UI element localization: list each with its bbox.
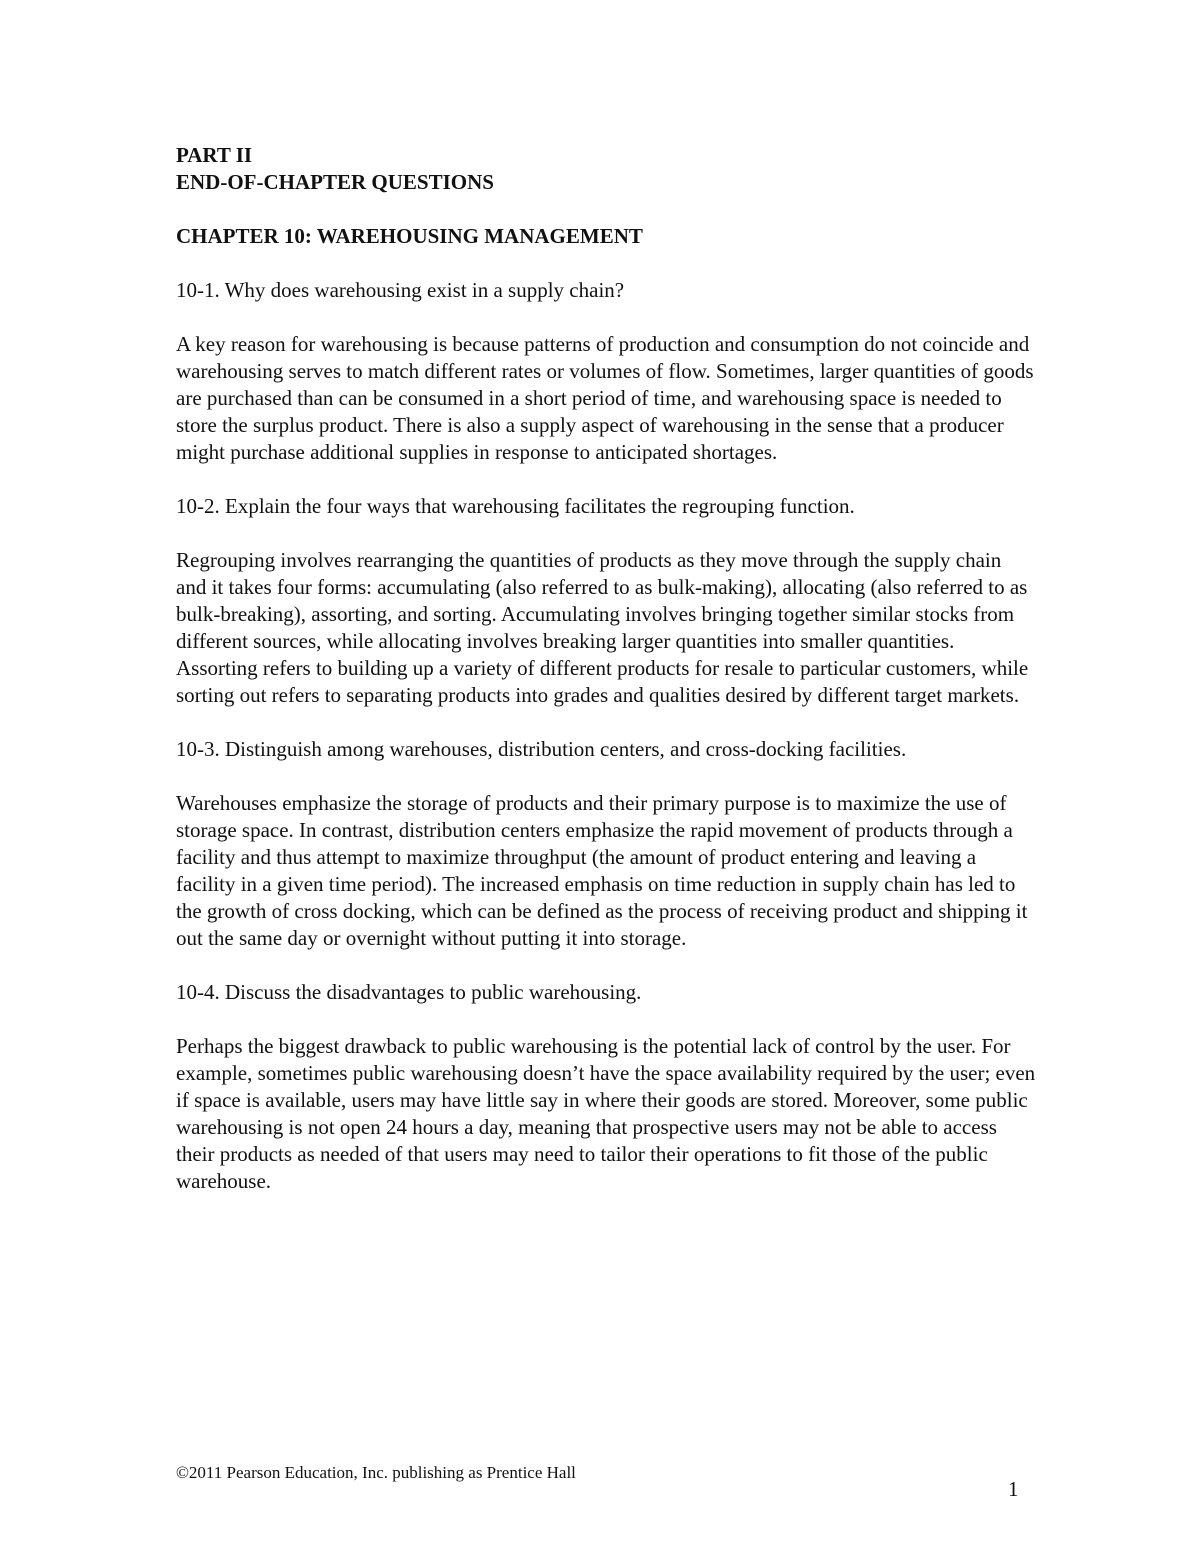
answer-10-2: Regrouping involves rearranging the quantities of products as they move through the supply chain and it takes four forms: accumulating (also referred to as bulk-making), allocating (also referred to as bulk-breaking), assorting, and sorting. Accumulating involves bringing together similar stocks from different sources, while allocating involves breaking larger quantities into smaller quantities. Assorting refers to building up a variety of different products for resale to particular customers, while sorting out refers to separating products into grades and qualities desired by different target markets.	[176, 548, 1029, 707]
answer-10-4: Perhaps the biggest drawback to public warehousing is the potential lack of control by the user. For example, sometimes public warehousing doesn’t have the space availability required by the user; even if space is available, users may have little say in where their goods are stored. Moreover, some public warehousing is not open 24 hours a day, meaning that prospective users may not be able to access their products as needed of that users may need to tailor their operations to fit those of the public warehouse.	[176, 1034, 1036, 1193]
question-10-4: 10-4. Discuss the disadvantages to public warehousing.	[176, 980, 642, 1004]
chapter-heading: CHAPTER 10: WAREHOUSING MANAGEMENT	[176, 224, 643, 248]
question-10-1: 10-1. Why does warehousing exist in a supply chain?	[176, 278, 625, 302]
part-heading: PART II	[176, 143, 253, 167]
page-content	[176, 142, 1036, 1195]
page-number: 1	[1008, 1477, 1019, 1501]
question-10-3: 10-3. Distinguish among warehouses, distribution centers, and cross-docking facilities.	[176, 737, 907, 761]
question-10-2: 10-2. Explain the four ways that warehousing facilitates the regrouping function.	[176, 494, 855, 518]
answer-10-3: Warehouses emphasize the storage of products and their primary purpose is to maximize the use of storage space. In contrast, distribution centers emphasize the rapid movement of products through a facility and thus attempt to maximize throughput (the amount of product entering and leaving a facility in a given time period). The increased emphasis on time reduction in supply chain has led to the growth of cross docking, which can be defined as the process of receiving product and shipping it out the same day or overnight without putting it into storage.	[176, 791, 1028, 950]
answer-10-1: A key reason for warehousing is because patterns of production and consumption do not coincide and warehousing serves to match different rates or volumes of flow. Sometimes, larger quantities of goods are purchased than can be consumed in a short period of time, and warehousing space is needed to store the surplus product. There is also a supply aspect of warehousing in the sense that a producer might purchase additional supplies in response to anticipated shortages.	[176, 332, 1034, 464]
copyright-footer: ©2011 Pearson Education, Inc. publishing as Prentice Hall	[176, 1463, 576, 1482]
section-heading: END-OF-CHAPTER QUESTIONS	[176, 170, 494, 194]
